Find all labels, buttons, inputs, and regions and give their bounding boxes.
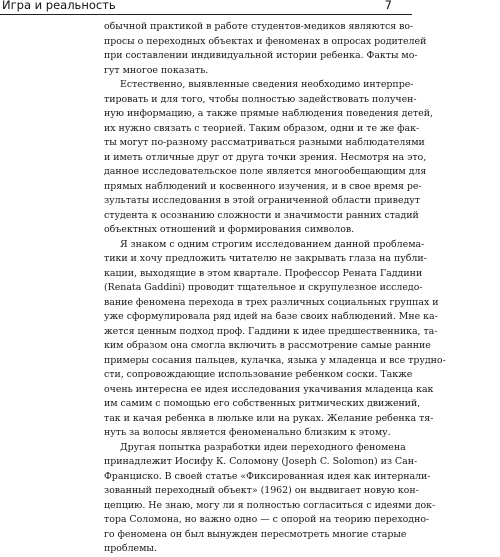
text-line: примеры сосания пальцев, кулачка, языка у младенца и все трудно- (104, 354, 446, 366)
paragraph (104, 238, 446, 441)
paragraph (104, 441, 436, 557)
text-line: Франциско. В своей статье «Фиксированная идея как интернали- (104, 470, 431, 482)
text-line: обычной практикой в работе студентов-медиков являются во- (104, 21, 414, 32)
text-line: Другая попытка разработки идеи переходного феномена (120, 441, 406, 453)
text-line: (Renata Gaddini) проводит тщательное и скрупулезное исследо- (104, 282, 423, 293)
text-line: очень интересна ее идея исследования укачивания младенца как (104, 383, 434, 395)
text-line: просы о переходных объектах и феноменах в опросах родителей (104, 35, 427, 47)
text-line: Я знаком с одним строгим исследованием данной проблема- (120, 238, 425, 250)
text-line: данное исследовательское поле является многообещающим для (104, 166, 427, 177)
running-header (0, 0, 500, 14)
paragraph (104, 78, 433, 238)
text-line: цепцию. Не знаю, могу ли я полностью согласиться с идеями док- (104, 499, 436, 511)
text-line: ную информацию, а также прямые наблюдения поведения детей, (104, 108, 433, 119)
text-line: так и качая ребенка в люльке или на руках. Желание ребенка тя- (104, 412, 434, 424)
text-line: их нужно связать с теорией. Таким образом, одни и те же фак- (104, 122, 420, 134)
header-rule (0, 14, 412, 15)
text-line: при составлении индивидуальной истории ребенка. Факты мо- (104, 50, 418, 61)
text-line: ты могут по-разному рассматриваться разными наблюдателями (104, 137, 425, 148)
text-line: проблемы. (104, 543, 157, 554)
text-line: кации, выходящие в этом квартале. Профессор Рената Гаддини (104, 267, 423, 279)
text-line: го феномена он был вынужден пересмотреть многие старые (104, 528, 407, 540)
text-line: зованный переходный объект» (1962) он выдвигает новую кон- (104, 485, 419, 496)
text-line: зультаты исследования в этой ограниченной области приведут (104, 195, 421, 206)
text-line: объектных отношений и формирования символов. (104, 224, 355, 235)
text-line: тора Соломона, но важно одно — с опорой на теорию переходно- (104, 514, 430, 525)
text-line: ким образом она смогла включить в рассмотрение самые ранние (104, 340, 431, 351)
text-line: им самим с помощью его собственных ритмических движений, (104, 398, 421, 409)
running-title: Игра и реальность (2, 0, 116, 12)
text-line: тировать и для того, чтобы полностью задействовать получен- (104, 93, 417, 105)
body-text (104, 20, 446, 557)
text-line: вание феномена перехода в трех различных социальных группах и (104, 296, 439, 308)
text-line: уже сформулировала ряд идей на базе своих наблюдений. Мне ка- (104, 311, 438, 322)
paragraph (104, 20, 427, 78)
text-line: сти, сопровождающие использование ребенком соски. Также (104, 369, 413, 380)
text-line: нуть за волосы является феноменально близким к этому. (104, 427, 391, 438)
page-number: 7 (384, 0, 392, 12)
text-line: прямых наблюдений и косвенного изучения, и в свое время ре- (104, 180, 422, 192)
text-line: и иметь отличные друг от друга точки зрения. Несмотря на это, (104, 151, 427, 163)
text-line: гут многое показать. (104, 64, 209, 76)
text-line: жется ценным подход проф. Гаддини к идее предшественника, та- (104, 325, 438, 337)
text-line: принадлежит Иосифу К. Соломону (Joseph C. Solomon) из Сан- (104, 456, 418, 467)
text-line: студента к осознанию сложности и значимости ранних стадий (104, 209, 419, 221)
text-line: тики и хочу предложить читателю не закрывать глаза на публи- (104, 253, 427, 264)
text-line: Естественно, выявленные сведения необходимо интерпре- (120, 79, 414, 90)
